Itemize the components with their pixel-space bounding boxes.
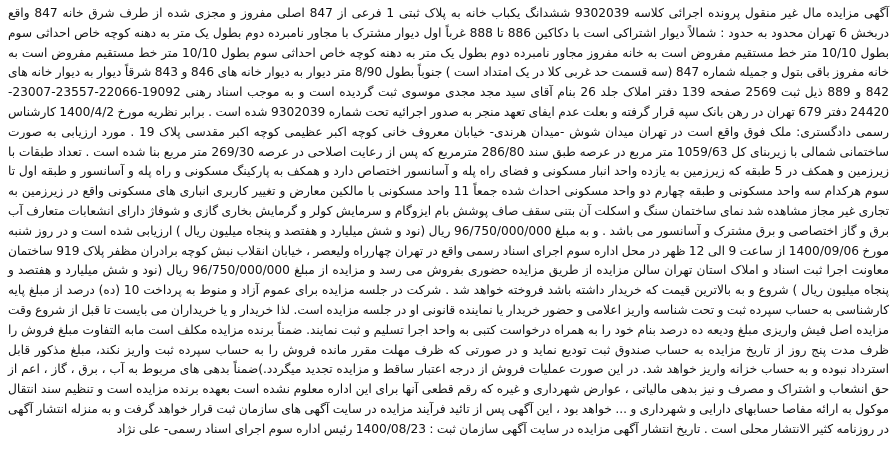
auction-notice-text: آگهی مزایده مال غیر منقول پرونده اجرائی کلاسه 9302039 ششدانگ یکباب خانه به پلاک ثبتی 1 فرعی از 847 اصلی مفروز و مجزی شده از طرف شرق خانه 847 واقع دربخش 6 تهران محدود به حدود : شمالاً دیوار اشتراکی است با دکاکین 886 تا 888 غرباً اول دیوار مشترک با مجاور نامبرده دوم بطول یک متر به دهنه کوچه خاص احداثی سوم بطول 10/10 متر خط مستقیم مفروض است به خانه مفروز مجاور نامبرده دوم بطول یک متر به دهنه کوچه خاص احداثی سوم بطول 10/10 متر خط مستقیم مفروض است به خانه مفروز باقی بتول و جمیله شماره 847 (سه قسمت حد غربی کلا در یک امتداد است ) جنوباً بطول 8/90 متر دیوار به دیوار خانه های 846 و 843 شرقاً دیوار به دیوار خانه های 842 و 889 ذیل ثبت 2569 صفحه 139 دفتر املاک جلد 26 بنام آقای سید مجد مجدی موسوی ثبت گردیده است و به موجب اسناد رهنی 19092-22066-23557-23007-24420 دفتر 679 تهران در رهن بانک سپه قرار گرفته و بعلت عدم ایفای تعهد منجر به صدور اجرائیه تحت شماره 9302039 شده است . برابر نظریه مورخ 1400/4/2 کارشناس رسمی دادگستری: ملک فوق واقع است در تهران میدان شوش -میدان هرندی- خیابان معروف خانی کوچه اکبر عظیمی کوچه اکبر مقدسی پلاک 19 . مورد ارزیابی به صورت ساختمانی شمالی با زیربنای کل 1059/63 متر مربع در عرصه طبق سند 286/80 مترمربع که پس از رعایت اصلاحی در عرصه 269/30 متر مربع بنا شده است . تعداد طبقات با زیرزمین و همکف در 5 طبقه که زیرزمین به یازده واحد انبار مسکونی و فضای راه پله و آسانسور اختصاص دارد و همکف به پارکینگ مسکونی و راه پله و آسانسور و طبقه اول تا سوم هرکدام سه واحد مسکونی و طبقه چهارم دو واحد مسکونی احداث شده جمعاً 11 واحد مسکونی با مالکین معارض و تغییر کاربری انباری های مسکونی واقع در زیرزمین به تجاری غیر مجاز مشاهده شد نمای ساختمان سنگ و اسکلت آن بتنی سقف صاف پوشش بام ایزوگام و سرمایش کولر و گرمایش بخاری گازی و شوفاژ دارای انشعابات متعارف آب برق و گاز اختصاصی و برق مشترک و آسانسور می باشد . و به مبلغ 96/750/000/000 ریال (نود و شش میلیارد و هفتصد و پنجاه میلیون ریال ) ارزیابی شده است و در روز شنبه مورخ 1400/09/06 از ساعت 9 الی 12 ظهر در محل اداره سوم اجرای اسناد رسمی واقع در تهران چهارراه ولیعصر ، خیابان انقلاب نبش کوچه برادران مظفر پلاک 919 ساختمان معاونت اجرا ثبت اسناد و املاک استان تهران سالن مزایده از طریق مزایده حضوری بفروش می رسد و مزایده از مبلغ 96/750/000/000 ریال (نود و شش میلیارد و هفتصد و پنجاه میلیون ریال ) شروع و به بالاترین قیمت که خریدار داشته باشد فروخته خواهد شد . شرکت در جلسه مزایده برای عموم آزاد و منوط به پرداخت 10 (ده) درصد از مبلغ پایه کارشناسی به حساب سپرده ثبت و تحت شناسه واریز اعلامی و حضور خریدار یا نماینده قانونی او در جلسه مزایده است. لذا خریدار و یا خریداران می بایست تا قبل از شروع وقت مزایده اصل فیش واریزی مبلغ ودیعه ده درصد بنام خود را به همراه درخواست کتبی به واحد اجرا تسلیم و ثبت نمایند. ضمناً برنده مزایده مکلف است مابه التفاوت مبلغ فروش را ظرف مدت پنج روز از تاریخ مزایده به حساب صندوق ثبت تودیع نماید و در صورتی که ظرف مهلت مقرر مانده فروش را به حساب سپرده ثبت واریز نکند، مبلغ مذکور قابل استرداد نبوده و به حساب خزانه واریز خواهد شد. در این صورت عملیات فروش از درجه اعتبار ساقط و مزایده تجدید میگردد.)ضمناً بدهی های مربوط به آب ، برق ، گاز ، اعم از حق انشعاب و اشتراک و مصرف و نیز بدهی مالیاتی ، عوارض شهرداری و غیره که رقم قطعی آنها برای این اداره معلوم نشده است بعهده برنده مزایده است و تنظیم سند انتقال موکول به ارائه مفاصا حسابهای دارایی و شهرداری و ... خواهد بود ، این آگهی پس از تائید فرآیند مزایده در سایت آگهی های سازمان ثبت قرار خواهد گرفت و به منزله انتشار آگهی در روزنامه کثیر الانتشار محلی است . تاریخ انتشار آگهی مزایده در سایت آگهی سازمان ثبت : 1400/08/23 رئیس اداره سوم اجرای اسناد رسمی- علی نژاد [8,6,890,436]
